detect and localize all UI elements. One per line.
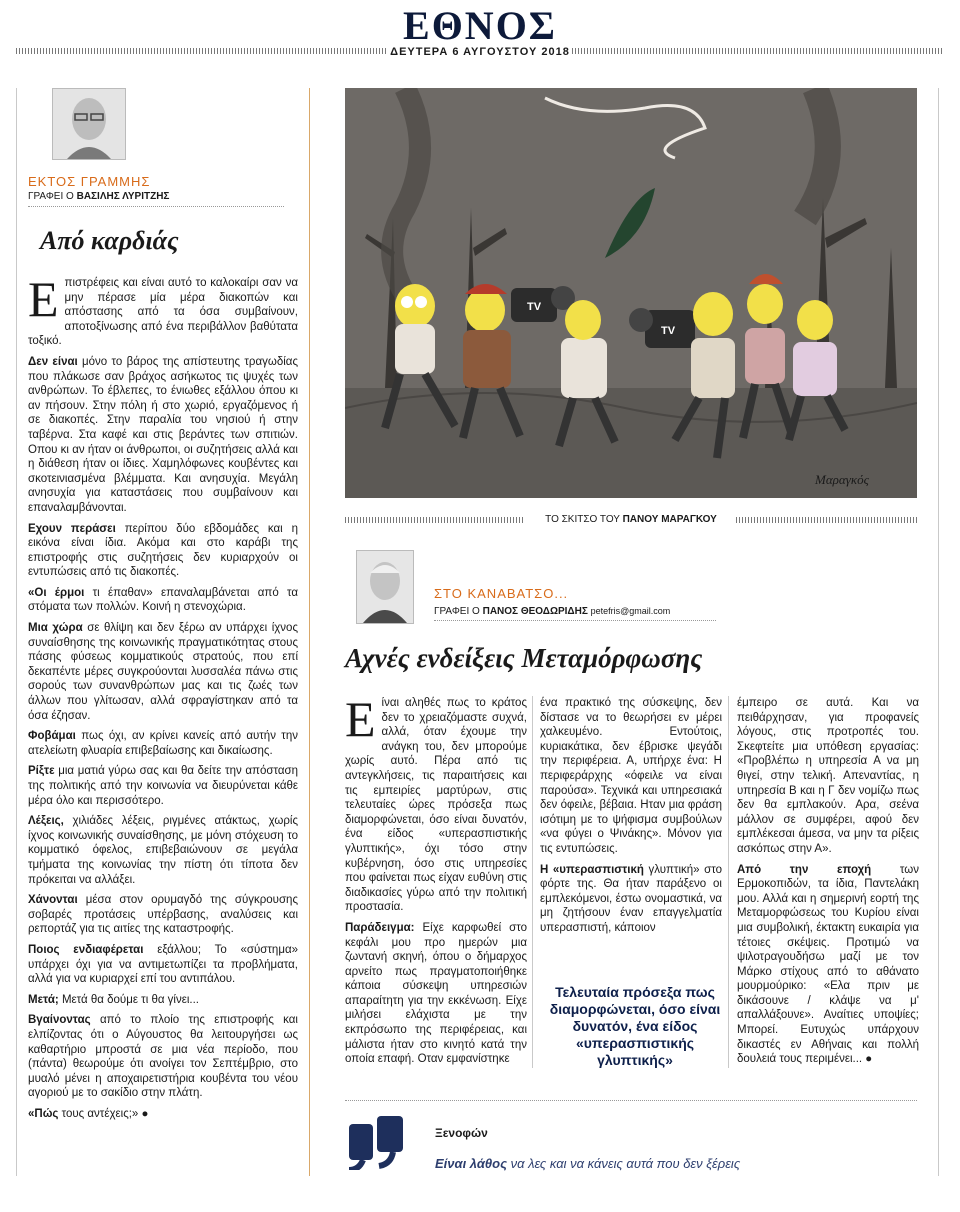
right-col1-p2-text: Είχε καρφωθεί στο κεφάλι μου προ ημερών μια ζωντανή σκηνή, όπου ο δήμαρχος αρνείτο πως πραγματοποιήθηκε κάποια σύσκεψη υπηρεσιών απαραίτητη για την εκκένωση. Είχε μιλήσει ελάχιστα με την εκπρόσωπο της περιφέρειας, και μάλιστα ήταν στο κινητό κατά την οποία επαφή. Οταν εμφανίστηκε	[345, 921, 527, 1066]
right-col1-p2-lead: Παράδειγμα:	[345, 921, 415, 934]
left-paragraph	[28, 764, 298, 808]
left-paragraph-lead: Φοβάμαι	[28, 730, 76, 743]
caption-prefix: ΤΟ ΣΚΙΤΣΟ ΤΟΥ	[545, 514, 620, 525]
left-paragraph-text: χιλιάδες λέξεις, ριγμένες ατάκτως, χωρίς ίχνος κοινωνικής συναίσθησης, με μόνη στόχευση το κομματικό όφελος, επιβεβαιώνουν σε μεγάλα τμήματα της κοινωνίας την πίστη ότι τίποτα δεν πρόκειται να αλλάξει.	[28, 815, 298, 886]
left-headline: Από καρδιάς	[40, 226, 179, 255]
quote-box-rule	[345, 1100, 917, 1101]
quote-mark-icon	[345, 1116, 407, 1170]
left-paragraph-text: περίπου δύο εβδομάδες και η εικόνα είναι ίδια. Ακόμα και στο καράβι της επιστροφής στις συζητήσεις δεν κυριαρχούν οι εντυπώσεις από τις διακοπές.	[28, 522, 298, 579]
caption-author: ΠΑΝΟΥ ΜΑΡΑΓΚΟΥ	[622, 514, 717, 525]
left-paragraph-lead: Μετά;	[28, 993, 59, 1006]
quote-text-emphasis: Είναι λάθος	[435, 1156, 508, 1171]
left-paragraph-text: μέσα στον ορυμαγδό της σύγκρουσης σοβαρές προτάσεις υπέρβασης, αναλύσεις και ρεπορτάζ για τις αιτίες της καταστροφής.	[28, 894, 298, 936]
right-col2-p2	[540, 863, 722, 936]
right-email[interactable]: petefris@gmail.com	[590, 606, 671, 616]
left-paragraph-lead: Ποιος ενδιαφέρεται	[28, 943, 144, 956]
right-col1-p2	[345, 921, 527, 1067]
col-divider-1	[532, 696, 533, 1068]
left-body	[28, 271, 298, 1127]
left-author: ΒΑΣΙΛΗΣ ΛΥΡΙΤΖΗΣ	[76, 191, 170, 202]
left-paragraph-text: μια ματιά γύρω σας και θα δείτε την απόσταση της πολιτικής από την κοινωνία να διευρύνεται κάθε μέρα όλο και περισσότερο.	[28, 765, 298, 807]
left-byline-rule	[28, 206, 284, 207]
left-paragraph-text: πως όχι, αν κρίνει κανείς από αυτήν την ατελείωτη φλυαρία επιβεβαίωσης και δικαίωσης.	[28, 730, 298, 757]
right-col3-p1: έμπειρο σε αυτά. Και να πειθάρχησαν, για προφανείς λόγους, στις προτροπές του. Σκεφτείτε μια υπόθεση εργασίας: «Προβλέπω η υπηρεσία Α να μη θιγεί, στην τελική. Απεναντίας, η υπηρεσία Β και η Γ δεν νομίζω πως δεν θα εμπλακούν. Αρα, σεένα μάλλον σε συμφέρει, αφού δεν εμπλέκεσαι άμεσα, να μην τα ρίξεις ασκόπως στην Α».	[737, 697, 919, 855]
pull-quote: Τελευταία πρόσεξα πως διαμορφώνεται, όσο είναι δυνατόν, ένα είδος «υπερασπιστικής γλυπτικής»	[549, 984, 721, 1068]
columnist-photo	[356, 550, 414, 624]
cartoon-caption	[345, 514, 917, 525]
cartoon-signature: Μαραγκός	[815, 472, 869, 487]
right-intro-text: ίναι αληθές πως το κράτος δεν το χρειαζόμαστε συχνά, αλλά, όταν έχουμε την ανάγκη του, δεν μπορούμε χωρίς αυτό. Πέρα από τις αντεγκλήσεις, τις παραιτήσεις και τις εμπειρίες μαρτύρων, στις τελευταίες ώρες πρόσεξα πως διαμορφώνεται, όσο είναι δυνατόν, ένα είδος «υπερασπιστικής γλυπτικής», όχι τόσο στην κυβέρνηση, όσο στις υπηρεσίες που φαίνεται πως είχαν ευθύνη στις διαδικασίες γύρω από την πολιτική προστασία.	[345, 697, 527, 914]
left-paragraph-text: από το πλοίο της επιστροφής και ελπίζοντας ότι ο Αύγουστος θα λειτουργήσει ως καθαρτήριο μπροστά σε μια νέα περίοδο, που (πάντα) θεωρούμε ότι ανοίγει τον Σεπτέμβριο, στο μυαλό μένει η αποχαιρετιστήρια κουβέντα του νέου αγοριού με το σακίδιο στην πλάτη.	[28, 1014, 298, 1100]
left-paragraphs	[28, 355, 298, 1122]
right-dropcap: Ε	[345, 691, 376, 747]
right-col2-p2-text: γλυπτική» στο φόρτε της. Θα ήταν παράξενο οι εμπλεκόμενοι, έστω ονομαστικά, να μη ζητήσουν έναν επαγγελματία υπερασπιστή, κάποιον	[540, 863, 722, 934]
left-paragraph-text: τους αντέχεις;» ●	[58, 1107, 149, 1120]
masthead	[0, 0, 960, 62]
left-paragraph	[28, 943, 298, 987]
right-border	[938, 88, 939, 1176]
left-paragraph	[28, 522, 298, 580]
right-col3-p2-text: των Ερμοκοπιδών, τα ίδια, Παντελάκη μου. Αλλά και η σημερινή εορτή της Μεταμορφώσεως του Κυρίου είναι μια συμβολική, έκτακτη ευκαιρία για τέτοιες σκέψεις. Προτιμώ να ψιλοτραγουδήσω μαζί με τον Μάρκο στίχους από το αθάνατο μουρμούρικο: «Ελα πριν με δικάσουνε / κλάψε να μ' απαλλάξουνε». Αναίτιες υποψίες; Μπορεί. Ευτυχώς υπάρχουν δικαστές εν Αθήναις και πολλή δουλειά τους περιμένει... ●	[737, 863, 919, 1066]
left-border	[16, 88, 17, 1176]
left-paragraph	[28, 993, 298, 1008]
right-col3-p2-lead: Από την εποχή	[737, 863, 872, 876]
right-col3-p2	[737, 863, 919, 1067]
column-divider	[309, 88, 310, 1176]
left-paragraph-text: σε θλίψη και δεν ξέρω αν υπάρχει ίχνος συναίσθησης της κοινωνικής πραγματικότητας στους πάσης φύσεως κομματικούς στρατούς, που επί δεκαπέντε μέρες συγκρούονται λυσσαλέα πάνω στις σορούς των συνανθρώπων μας και τις ζωές των άλλων που γλίτωσαν, αλλά σφραγίστηκαν από τα όσα έζησαν.	[28, 622, 298, 722]
left-paragraph	[28, 621, 298, 723]
masthead-title: ΕΘΝΟΣ	[403, 3, 557, 48]
right-kicker: ΣΤΟ ΚΑΝΑΒΑΤΣΟ...	[434, 586, 569, 601]
author-photo	[52, 88, 126, 160]
left-byline	[28, 191, 169, 202]
left-paragraph	[28, 729, 298, 758]
left-paragraph-lead: Δεν είναι	[28, 355, 78, 368]
left-paragraph	[28, 355, 298, 516]
cartoon	[345, 88, 917, 498]
masthead-date: ΔΕΥΤΕΡΑ 6 ΑΥΓΟΥΣΤΟΥ 2018	[390, 46, 570, 58]
left-paragraph	[28, 1013, 298, 1101]
camera-label-left: TV	[527, 301, 542, 313]
right-col2-p2-lead: Η «υπερασπιστική	[540, 863, 644, 876]
left-paragraph-text: τι έπαθαν» επαναλαμβάνεται από τα στόματα των πολλών. Κοινή η στενοχώρια.	[28, 586, 298, 614]
right-byline-rule	[434, 620, 716, 621]
author-portrait-icon	[53, 89, 125, 159]
left-paragraph-text: εξάλλου; Το «σύστημα» υπάρχει όχι για να αντιμετωπίζει τα προβλήματα, αλλά για να κυριαρχεί επί του αντιπάλου.	[28, 943, 298, 986]
right-byline	[434, 606, 670, 617]
left-paragraph-lead: Βγαίνοντας	[28, 1014, 91, 1027]
camera-label-right: TV	[661, 325, 676, 337]
quote-text	[435, 1156, 740, 1171]
left-paragraph-lead: Ρίξτε	[28, 765, 55, 778]
right-col2-p1: ένα πρακτικό της σύσκεψης, δεν δίστασε να το θεωρήσει εν μέρει χαλκευμένο. Εντούτοις, κυριακάτικα, δεν έβρισκε ψεγάδι την περιφέρεια. Α, υπήρχε ένα: Η περιφεράρχης «όφειλε να είναι παρούσα». Τεχνικά και υπηρεσιακά δεν όφειλε, βέβαια. Ηταν μια φράση ισότιμη με το ψήφισμα συμβούλων «να φύγει ο Ψινάκης». Μόνον για τις εντυπώσεις.	[540, 697, 722, 855]
left-paragraph	[28, 814, 298, 887]
right-author: ΠΑΝΟΣ ΘΕΟΔΩΡΙΔΗΣ	[482, 606, 588, 617]
left-paragraph-text: Μετά θα δούμε τι θα γίνει...	[58, 993, 200, 1006]
left-kicker: ΕΚΤΟΣ ΓΡΑΜΜΗΣ	[28, 174, 151, 189]
right-byline-prefix: ΓΡΑΦΕΙ Ο	[434, 606, 480, 617]
quote-text-rest: να λες και να κάνεις αυτά που δεν ξέρεις	[507, 1156, 741, 1171]
left-paragraph-text: μόνο το βάρος της απίστευτης τραγωδίας που πλάκωσε σαν βράχος ασήκωτος τις ψυχές των ανθρώπων. Το έβλεπες, το ένιωθες εξάλλου όπου κι αν πήσουν. Στην πόλη ή στο χωριό, εργαζόμενος ή σε διακοπές. Στην παραλία του νησιού ή στην ταβέρνα. Στα καφέ και στις βεράντες των σπιτιών. Οπου κι αν ήταν οι άνθρωποι, οι συζητήσεις αλλά και η διάθεση ήταν οι ίδιες. Χαμηλόφωνες κουβέντες και σκοτεινιασμένα βλέμματα. Και ανησυχία. Μεγάλη ανησυχία για καταστάσεις που συμβαίνουν και επαναλαμβάνονται.	[28, 355, 298, 514]
left-paragraph	[28, 893, 298, 937]
left-paragraph	[28, 1107, 298, 1122]
left-paragraph-lead: Μια χώρα	[28, 622, 83, 635]
right-intro	[345, 691, 527, 915]
left-paragraph-lead: «Πώς	[28, 1107, 59, 1120]
left-paragraph-lead: Εχουν περάσει	[28, 522, 116, 535]
right-col-1	[345, 691, 527, 1073]
right-col-2	[540, 696, 722, 942]
left-paragraph	[28, 586, 298, 615]
quote-box	[345, 1116, 917, 1172]
left-paragraph-lead: Χάνονται	[28, 894, 78, 907]
left-byline-prefix: ΓΡΑΦΕΙ Ο	[28, 191, 74, 202]
cartoon-illustration	[345, 88, 917, 498]
left-intro	[28, 271, 298, 349]
right-col-3	[737, 696, 919, 1073]
col-divider-2	[728, 696, 729, 1068]
left-dropcap: Ε	[28, 271, 59, 327]
left-intro-text: πιστρέφεις και είναι αυτό το καλοκαίρι σαν να μην πέρασε μία μέρα διακοπών και απόστασης από τα όσα συμβαίνουν, αποτοξίνωσης από ένα περιβάλλον βαθύτατα τοξικό.	[28, 277, 298, 348]
left-paragraph-lead: Λέξεις,	[28, 815, 64, 828]
left-paragraph-lead: «Οι έρμοι	[28, 586, 85, 599]
quote-author: Ξενοφών	[435, 1126, 488, 1140]
right-headline: Αχνές ενδείξεις Μεταμόρφωσης	[345, 643, 703, 673]
columnist-portrait-icon	[357, 551, 413, 623]
